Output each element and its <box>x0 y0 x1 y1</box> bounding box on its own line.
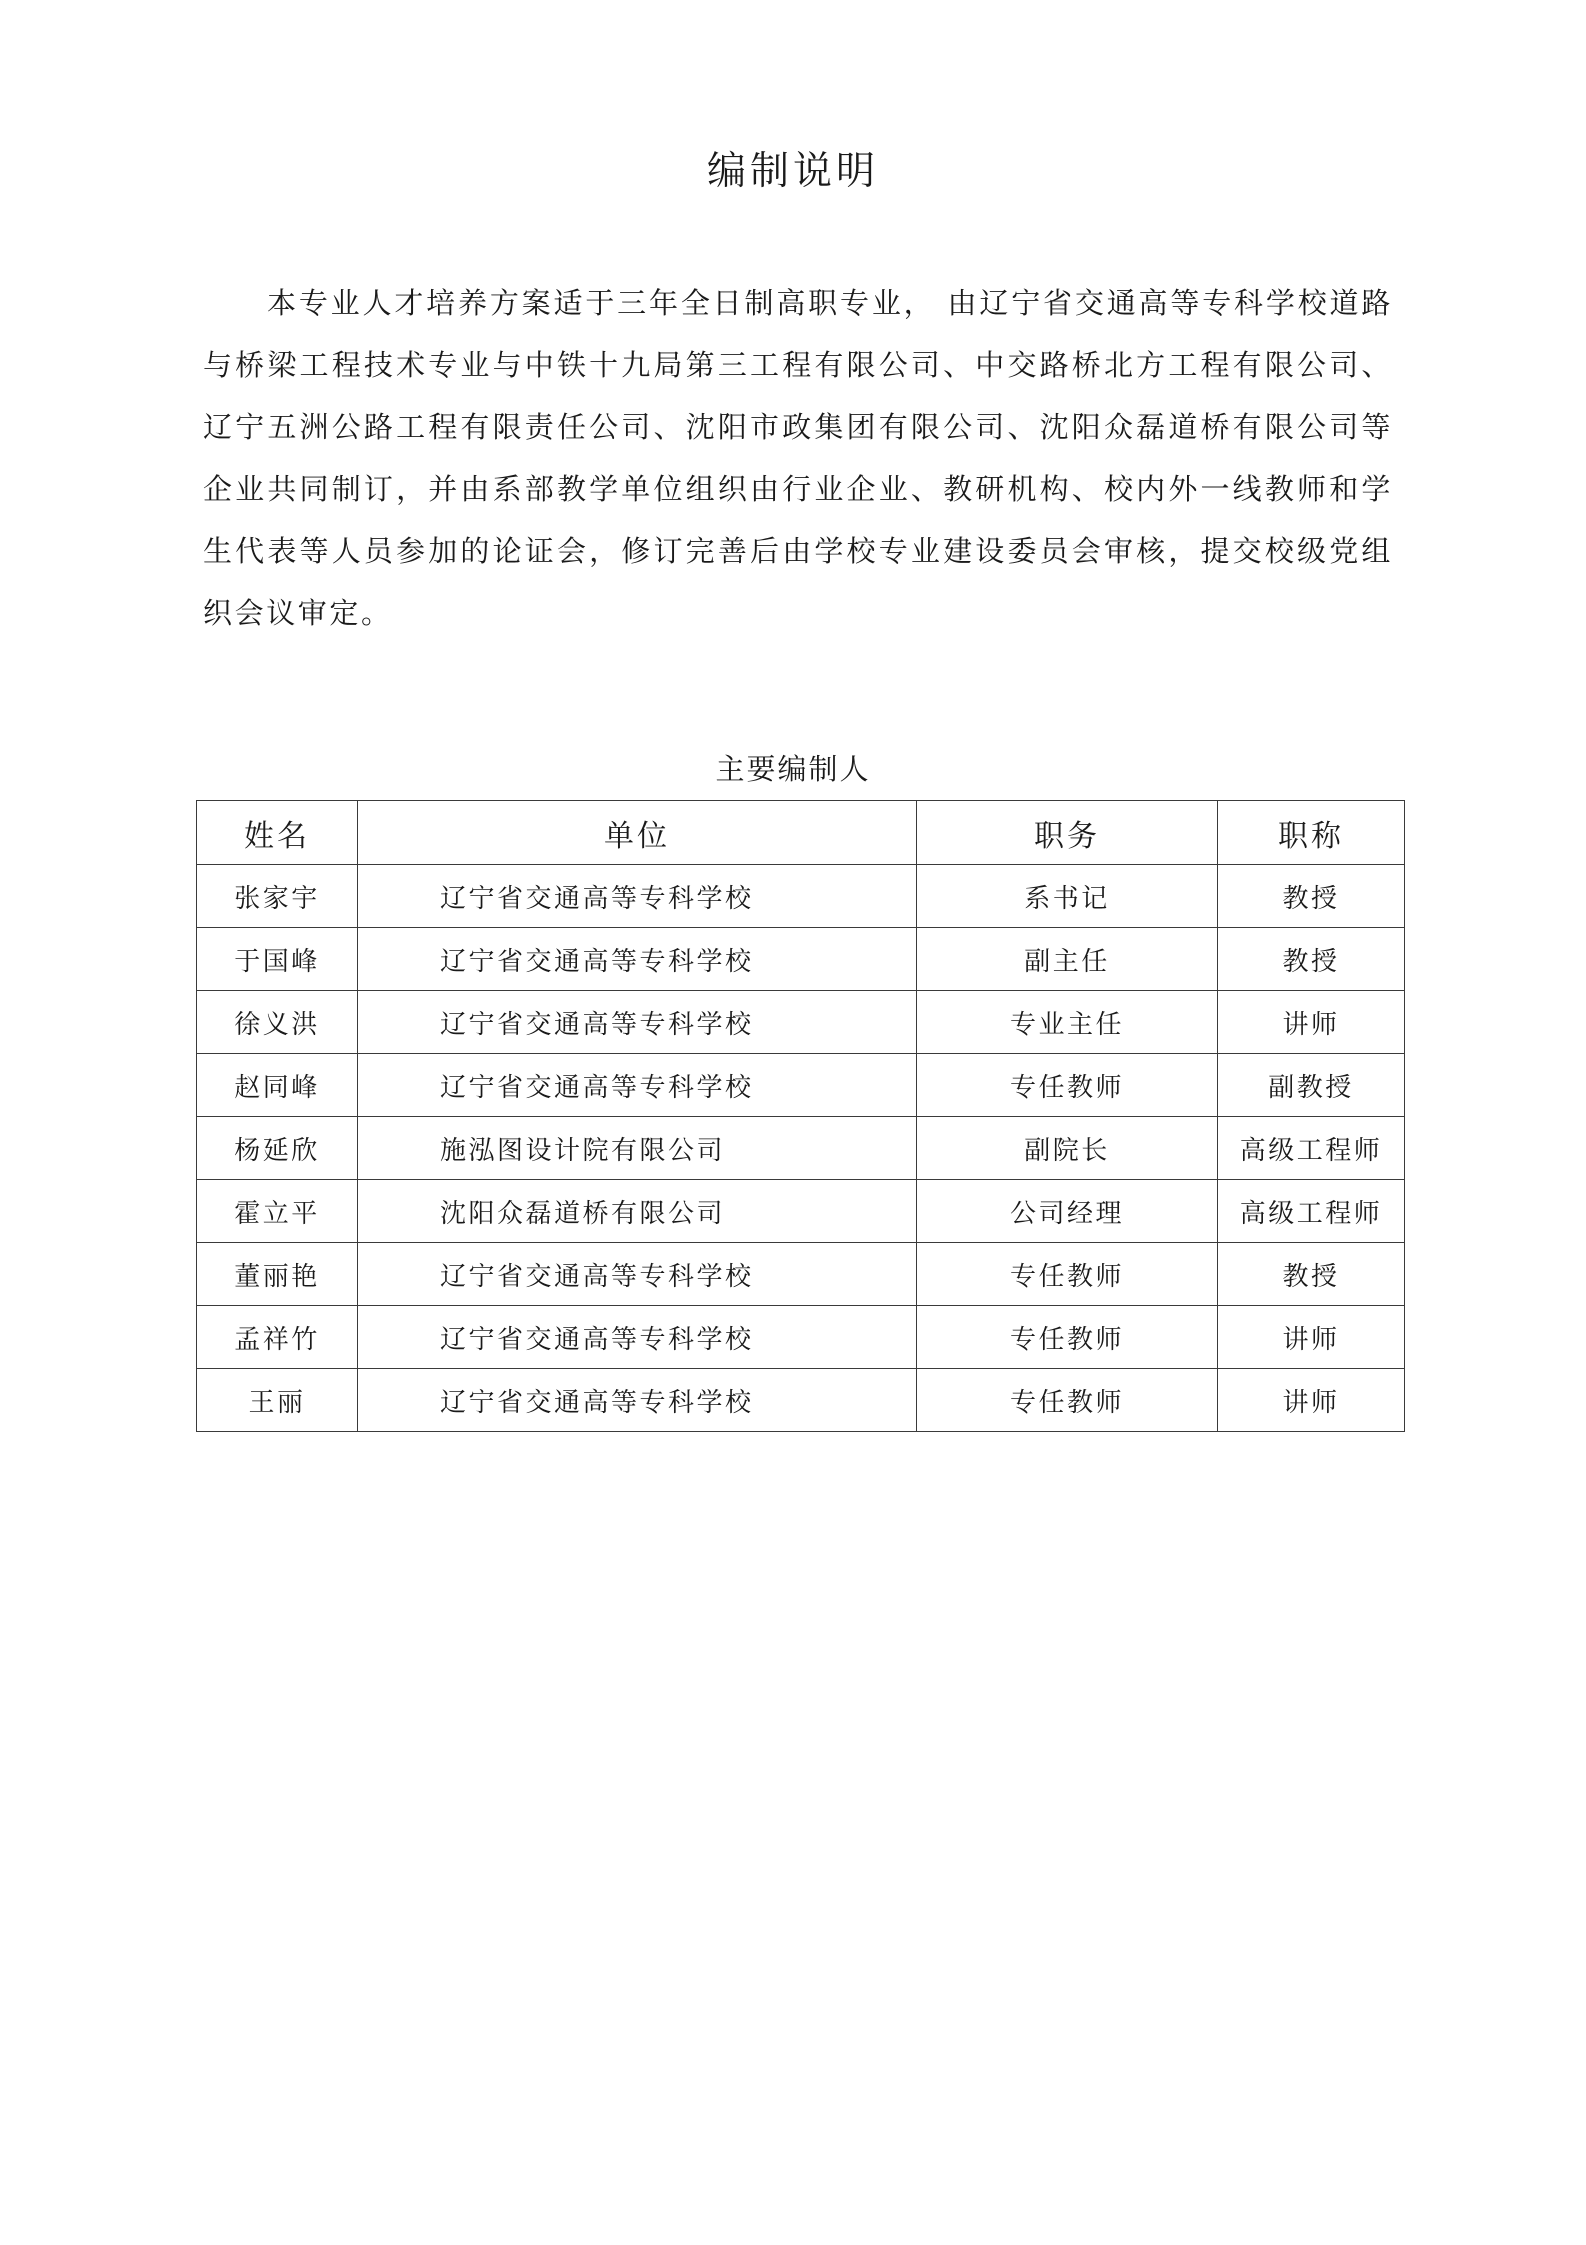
cell-position: 专任教师 <box>917 1306 1218 1369</box>
cell-unit: 辽宁省交通高等专科学校 <box>358 991 917 1054</box>
table-row <box>197 1180 1405 1243</box>
cell-name: 张家宇 <box>197 865 358 928</box>
cell-unit: 施泓图设计院有限公司 <box>358 1117 917 1180</box>
cell-name: 王丽 <box>197 1369 358 1432</box>
cell-title: 讲师 <box>1218 991 1405 1054</box>
cell-title: 教授 <box>1218 865 1405 928</box>
cell-unit: 辽宁省交通高等专科学校 <box>358 1243 917 1306</box>
cell-unit: 辽宁省交通高等专科学校 <box>358 865 917 928</box>
header-name: 姓名 <box>197 801 358 865</box>
header-position: 职务 <box>917 801 1218 865</box>
table-caption: 主要编制人 <box>715 752 871 786</box>
page-title: 编制说明 <box>706 149 879 194</box>
cell-title: 讲师 <box>1218 1306 1405 1369</box>
cell-position: 专任教师 <box>917 1243 1218 1306</box>
cell-position: 副院长 <box>917 1117 1218 1180</box>
cell-unit: 辽宁省交通高等专科学校 <box>358 1369 917 1432</box>
cell-title: 副教授 <box>1218 1054 1405 1117</box>
cell-name: 杨延欣 <box>197 1117 358 1180</box>
cell-name: 董丽艳 <box>197 1243 358 1306</box>
table-row <box>197 928 1405 991</box>
cell-position: 专任教师 <box>917 1369 1218 1432</box>
cell-position: 副主任 <box>917 928 1218 991</box>
cell-unit: 辽宁省交通高等专科学校 <box>358 928 917 991</box>
cell-position: 专业主任 <box>917 991 1218 1054</box>
cell-title: 高级工程师 <box>1218 1117 1405 1180</box>
editors-table <box>196 800 1405 1432</box>
cell-unit: 沈阳众磊道桥有限公司 <box>358 1180 917 1243</box>
intro-paragraph: 本专业人才培养方案适于三年全日制高职专业， 由辽宁省交通高等专科学校道路与桥梁工程技术专业与中铁十九局第三工程有限公司、中交路桥北方工程有限公司、辽宁五洲公路工程有限责任公司、沈阳市政集团有限公司、沈阳众磊道桥有限公司等企业共同制订，并由系部教学单位组织由行业企业、教研机构、校内外一线教师和学生代表等人员参加的论证会，修订完善后由学校专业建设委员会审核，提交校级党组织会议审定。 <box>203 286 1393 630</box>
cell-unit: 辽宁省交通高等专科学校 <box>358 1054 917 1117</box>
cell-title: 教授 <box>1218 928 1405 991</box>
cell-name: 于国峰 <box>197 928 358 991</box>
cell-title: 高级工程师 <box>1218 1180 1405 1243</box>
cell-position: 系书记 <box>917 865 1218 928</box>
header-title: 职称 <box>1218 801 1405 865</box>
cell-title: 讲师 <box>1218 1369 1405 1432</box>
cell-title: 教授 <box>1218 1243 1405 1306</box>
table-row <box>197 1054 1405 1117</box>
table-row <box>197 1243 1405 1306</box>
cell-position: 专任教师 <box>917 1054 1218 1117</box>
table-row <box>197 991 1405 1054</box>
table-header-row <box>197 801 1405 865</box>
table-row <box>197 1306 1405 1369</box>
cell-name: 孟祥竹 <box>197 1306 358 1369</box>
header-unit: 单位 <box>358 801 917 865</box>
cell-position: 公司经理 <box>917 1180 1218 1243</box>
cell-name: 赵同峰 <box>197 1054 358 1117</box>
cell-unit: 辽宁省交通高等专科学校 <box>358 1306 917 1369</box>
cell-name: 霍立平 <box>197 1180 358 1243</box>
table-row <box>197 865 1405 928</box>
table-row <box>197 1369 1405 1432</box>
table-row <box>197 1117 1405 1180</box>
cell-name: 徐义洪 <box>197 991 358 1054</box>
